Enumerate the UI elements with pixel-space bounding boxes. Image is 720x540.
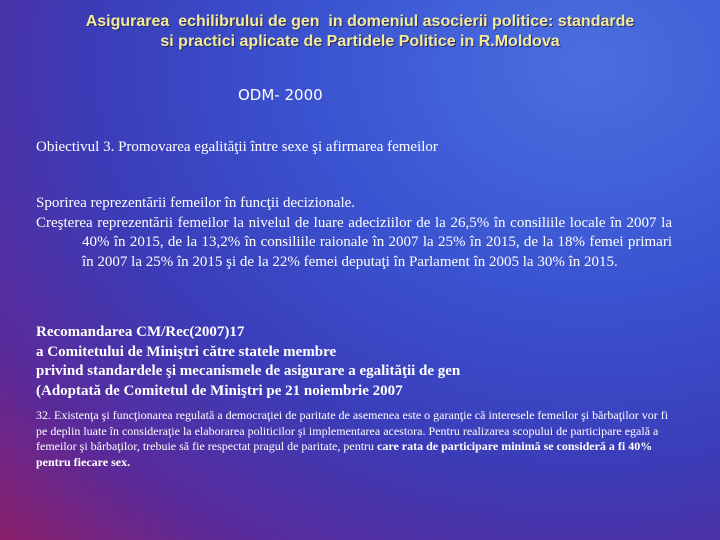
rec-line-4: (Adoptată de Comitetul de Miniştri pe 21 noiembrie 2007 (36, 382, 403, 399)
rec-line-1: Recomandarea CM/Rec(2007)17 (36, 324, 245, 340)
odm-label: ODM- 2000 (238, 86, 323, 104)
slide-title (40, 12, 680, 52)
title-line-2: si practici aplicate de Partidele Politice in R.Moldova (160, 33, 560, 50)
objective-details (36, 194, 672, 272)
recommendation-heading (36, 323, 676, 401)
paragraph-2: Creşterea reprezentării femeilor la nivelul de luare adeciziilor de la 26,5% în consiliile locale în 2007 la 40% în 2015, de la 13,2% în consiliile raionale în 2007 la 25% în 2015, de la 18% femei primari în 2007 la 25% în 2015 şi de la 22% femei deputaţi în Parlament în 2005 la 30% în 2015. (36, 214, 672, 270)
objective-text: Obiectivul 3. Promovarea egalităţii între sexe şi afirmarea femeilor (36, 139, 438, 155)
paragraph-1: Sporirea reprezentării femeilor în funcţii decizionale. (36, 195, 356, 211)
rec-line-3: privind standardele şi mecanismele de asigurare a egalităţii de gen (36, 363, 461, 379)
article-32-note (36, 408, 676, 470)
title-line-1: Asigurarea echilibrului de gen in domeniul asocierii politice: standarde (85, 13, 635, 30)
rec-line-2: a Comitetului de Miniştri către statele membre (36, 343, 337, 360)
note-main-text: 32. Existenţa şi funcţionarea regulată a democraţiei de paritate de asemenea este o garanţie că interesele femeilor şi bărbaţilor vor fi pe deplin luate în consideraţie la elaborarea politicilor şi implementarea acestora. Pentru realizarea scopului de participare egală a femeilor şi bărbaţilor, trebuie să fie respectat pragul de paritate, pentru (36, 408, 669, 453)
note-bold-text: care rata de participare minimă se consideră a fi 40% pentru fiecare sex. (36, 439, 653, 469)
